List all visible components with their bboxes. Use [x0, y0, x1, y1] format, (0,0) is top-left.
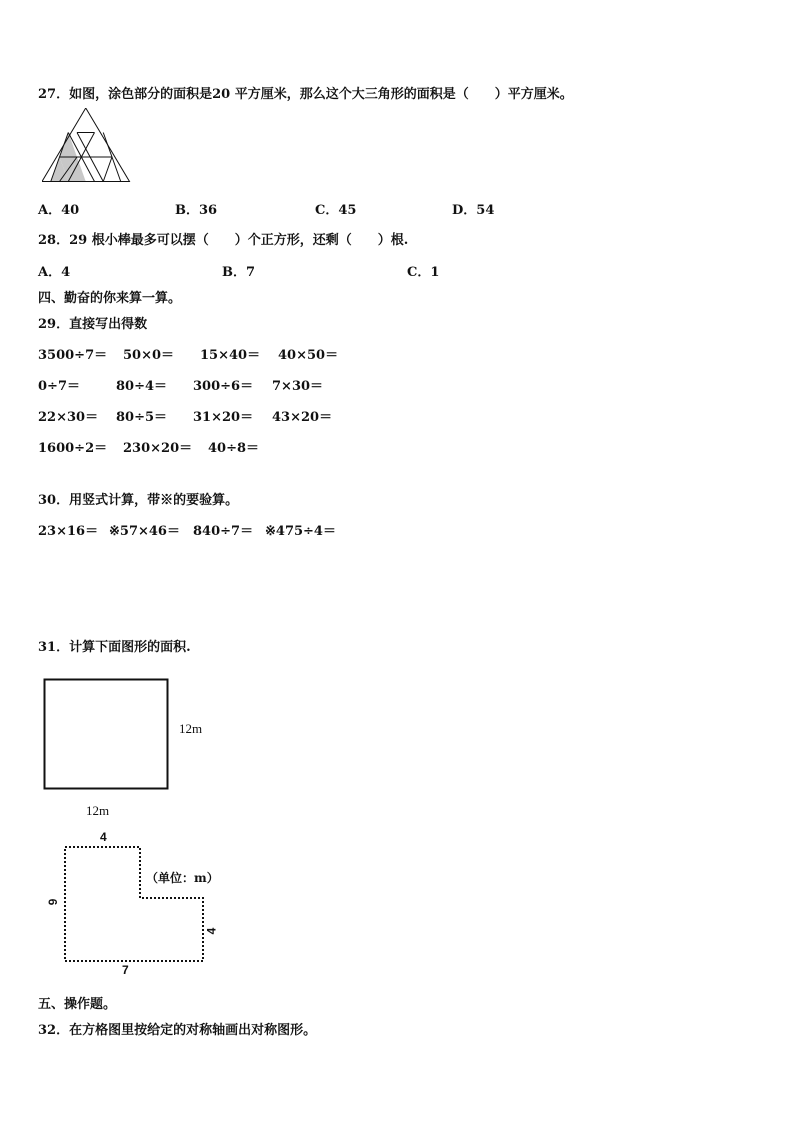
triangle-figure: [42, 108, 132, 184]
section-5-heading: 五、操作题。: [38, 997, 117, 1012]
l-shape-figure: [60, 842, 210, 967]
calc-item: 80÷5＝: [116, 410, 168, 425]
l-shape-top-label: 4: [100, 830, 107, 844]
calc-item: 40×50＝: [278, 348, 339, 363]
calc-item: ※57×46＝: [109, 524, 180, 539]
calc-item: 840÷7＝: [193, 524, 254, 539]
q32-text: 32．在方格图里按给定的对称轴画出对称图形。: [38, 1023, 317, 1038]
q27-option-c: C．45: [315, 203, 357, 218]
q29-text: 29．直接写出得数: [38, 317, 148, 332]
square-bottom-label: 12m: [86, 803, 110, 818]
q30-text: 30．用竖式计算，带※的要验算。: [38, 493, 239, 508]
calc-item: 31×20＝: [193, 410, 254, 425]
calc-item: 22×30＝: [38, 410, 99, 425]
calc-item: 3500÷7＝: [38, 348, 108, 363]
square-side-label: 12m: [179, 721, 203, 736]
calc-item: 230×20＝: [123, 441, 193, 456]
calc-item: 15×40＝: [200, 348, 261, 363]
calc-item: 23×16＝: [38, 524, 99, 539]
calc-item: 0÷7＝: [38, 379, 80, 394]
unit-label: （单位：m）: [146, 871, 219, 885]
calc-item: 40÷8＝: [208, 441, 260, 456]
q27-text: 27．如图，涂色部分的面积是20 平方厘米，那么这个大三角形的面积是（ ）平方厘米。: [38, 87, 573, 102]
q27-option-d: D．54: [452, 203, 495, 218]
q31-text: 31．计算下面图形的面积.: [38, 640, 191, 655]
q27-option-a: A．40: [38, 203, 80, 218]
square-figure: [43, 678, 173, 793]
q27-option-b: B．36: [175, 203, 218, 218]
calc-item: 43×20＝: [272, 410, 333, 425]
l-shape-left-label: 6: [45, 898, 60, 906]
l-shape-right-label: 4: [204, 927, 219, 935]
q28-option-c: C．1: [407, 265, 440, 280]
calc-item: 7×30＝: [272, 379, 324, 394]
calc-item: 300÷6＝: [193, 379, 254, 394]
section-4-heading: 四、勤奋的你来算一算。: [38, 291, 182, 306]
calc-item: 80÷4＝: [116, 379, 168, 394]
q28-option-a: A．4: [38, 265, 71, 280]
calc-item: 50×0＝: [123, 348, 175, 363]
l-shape-bottom-label: 7: [122, 963, 129, 977]
q28-text: 28．29 根小棒最多可以摆（ ）个正方形，还剩（ ）根.: [38, 233, 409, 248]
calc-item: ※475÷4＝: [265, 524, 336, 539]
q28-option-b: B．7: [222, 265, 256, 280]
calc-item: 1600÷2＝: [38, 441, 108, 456]
